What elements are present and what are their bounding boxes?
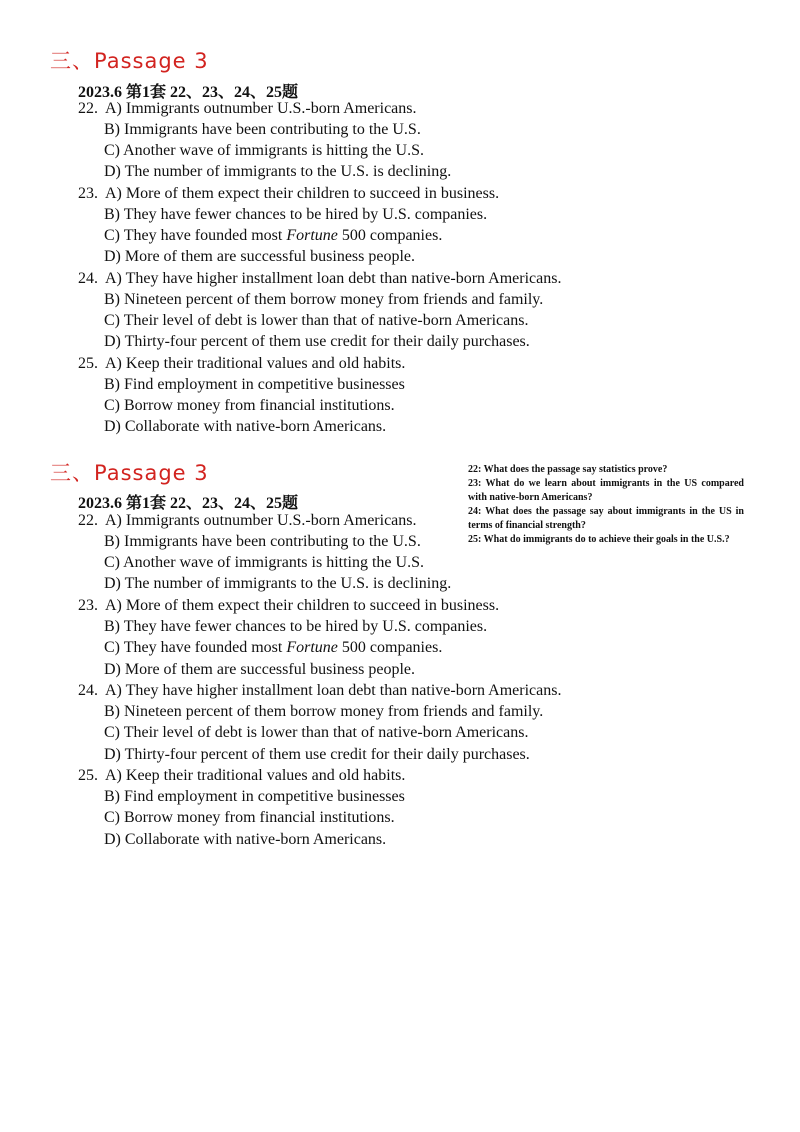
- question-number: 22.: [78, 100, 98, 117]
- question-25-option-b: B) Find employment in competitive businesses: [104, 376, 405, 393]
- question-number: 24.: [78, 270, 98, 287]
- question-23-option-a: 23. A) More of them expect their children to succeed in business.: [78, 185, 500, 202]
- question-22-option-a: 22. A) Immigrants outnumber U.S.-born Americans.: [78, 512, 417, 529]
- question-24-option-a: 24. A) They have higher installment loan debt than native-born Americans.: [78, 682, 562, 699]
- question-25-option-a: 25. A) Keep their traditional values and old habits.: [78, 767, 406, 784]
- section-heading: 三、Passage 3: [50, 461, 209, 485]
- note-23: 23: What do we learn about immigrants in the US compared with native-born Americans?: [468, 478, 744, 503]
- question-22-option-b: B) Immigrants have been contributing to the U.S.: [104, 121, 421, 138]
- question-23-option-a: 23. A) More of them expect their children to succeed in business.: [78, 597, 500, 614]
- question-22-option-c: C) Another wave of immigrants is hitting the U.S.: [104, 142, 424, 159]
- question-23-option-b: B) They have fewer chances to be hired by U.S. companies.: [104, 206, 488, 223]
- question-25-option-b: B) Find employment in competitive businesses: [104, 788, 405, 805]
- note-24: 24: What does the passage say about immigrants in the US in terms of financial strength?: [468, 506, 744, 531]
- note-25: 25: What do immigrants do to achieve their goals in the U.S.?: [468, 534, 730, 545]
- question-22-option-d: D) The number of immigrants to the U.S. is declining.: [104, 163, 452, 180]
- question-24-option-d: D) Thirty-four percent of them use credit for their daily purchases.: [104, 746, 530, 763]
- question-24-option-d: D) Thirty-four percent of them use credit for their daily purchases.: [104, 333, 530, 350]
- question-24-option-c: C) Their level of debt is lower than that of native-born Americans.: [104, 312, 529, 329]
- question-22-option-d: D) The number of immigrants to the U.S. is declining.: [104, 575, 452, 592]
- question-25-option-d: D) Collaborate with native-born Americans.: [104, 831, 387, 848]
- question-24-option-c: C) Their level of debt is lower than that of native-born Americans.: [104, 724, 529, 741]
- exam-source-line: 2023.6 第1套 22、23、24、25题: [78, 495, 299, 512]
- question-number: 23.: [78, 185, 98, 202]
- question-number: 24.: [78, 682, 98, 699]
- question-23-option-c: C) They have founded most Fortune 500 companies.: [104, 227, 443, 244]
- question-number: 23.: [78, 597, 98, 614]
- question-24-option-b: B) Nineteen percent of them borrow money from friends and family.: [104, 703, 544, 720]
- question-number: 25.: [78, 767, 98, 784]
- question-23-option-d: D) More of them are successful business people.: [104, 661, 416, 678]
- note-22: 22: What does the passage say statistics prove?: [468, 464, 668, 475]
- question-22-option-b: B) Immigrants have been contributing to the U.S.: [104, 533, 421, 550]
- question-24-option-b: B) Nineteen percent of them borrow money from friends and family.: [104, 291, 544, 308]
- question-number: 22.: [78, 512, 98, 529]
- question-25-option-c: C) Borrow money from financial institutions.: [104, 397, 395, 414]
- question-23-option-d: D) More of them are successful business people.: [104, 248, 416, 265]
- exam-source-line: 2023.6 第1套 22、23、24、25题: [78, 84, 299, 101]
- question-25-option-c: C) Borrow money from financial institutions.: [104, 809, 395, 826]
- question-number: 25.: [78, 355, 98, 372]
- question-25-option-d: D) Collaborate with native-born Americans.: [104, 418, 387, 435]
- question-23-option-b: B) They have fewer chances to be hired by U.S. companies.: [104, 618, 488, 635]
- question-notes: [468, 463, 744, 547]
- question-24-option-a: 24. A) They have higher installment loan debt than native-born Americans.: [78, 270, 562, 287]
- question-25-option-a: 25. A) Keep their traditional values and old habits.: [78, 355, 406, 372]
- section-heading: 三、Passage 3: [50, 49, 209, 73]
- question-22-option-a: 22. A) Immigrants outnumber U.S.-born Americans.: [78, 100, 417, 117]
- question-22-option-c: C) Another wave of immigrants is hitting the U.S.: [104, 554, 424, 571]
- question-23-option-c: C) They have founded most Fortune 500 companies.: [104, 639, 443, 656]
